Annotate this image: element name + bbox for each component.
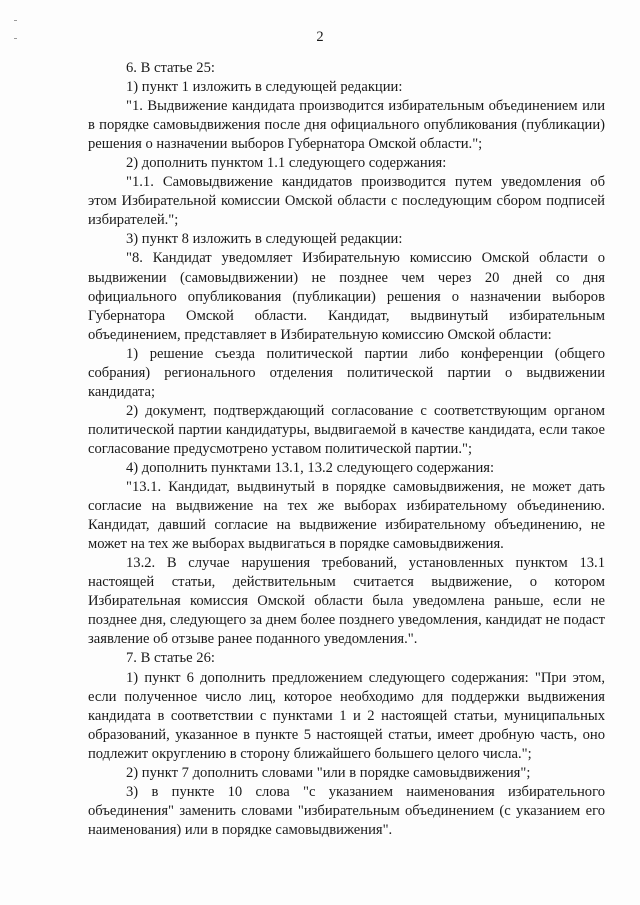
page-number: 2 (316, 29, 324, 45)
paragraph-subitem-1: 1) решение съезда политической партии либо конференции (общего собрания) регионального отделения политической партии о выдвижении кандидата; (88, 345, 605, 400)
paragraph-quote-point-13-1: "13.1. Кандидат, выдвинутый в порядке самовыдвижения, не может дать согласие на выдвижение на тех же выборах избирательному объединению. Кандидат, давший согласие на выдвижение избирательному объединению, не может на тех же выборах выдвигаться в порядке самовыдвижения. (88, 479, 605, 553)
paragraph-article-26-heading: 7. В статье 26: (126, 650, 215, 667)
paragraph-item-2: 2) дополнить пунктом 1.1 следующего содержания: (126, 155, 447, 172)
paragraph-item-4: 4) дополнить пунктами 13.1, 13.2 следующего содержания: (126, 459, 495, 476)
paragraph-item-1: 1) пункт 1 изложить в следующей редакции: (126, 79, 403, 96)
paragraph-subitem-2: 2) документ, подтверждающий согласование с соответствующим органом политической партии кандидатуры, выдвигаемой в качестве кандидата, если такое согласование предусмотрено уставом политической партии."; (88, 402, 605, 457)
paragraph-a26-item-1: 1) пункт 6 дополнить предложением следующего содержания: "При этом, если полученное число лиц, которое необходимо для поддержки выдвижения кандидата в соответствии с пунктами 1 и 2 настоящей статьи, муниципальных образований, указанное в пункте 5 настоящей статьи, имеет дробную часть, оно подлежит округлению в сторону ближайшего большего целого числа."; (88, 669, 605, 762)
paragraph-point-13-2: 13.2. В случае нарушения требований, установленных пунктом 13.1 настоящей статьи, действительным считается выдвижение, о котором Избирательная комиссия Омской области была уведомлена раньше, если не позднее дня, следующего за днем более позднего уведомления, кандидат не подаст заявление об отзыве ранее поданного уведомления.". (88, 555, 605, 648)
scan-margin-mark (14, 20, 17, 21)
paragraph-article-25-heading: 6. В статье 25: (126, 60, 215, 76)
paragraph-quote-point-8: "8. Кандидат уведомляет Избирательную комиссию Омской области о выдвижении (самовыдвижении) не позднее чем через 20 дней со дня официального опубликования (публикации) решения о назначении выборов Губернатора Омской области. Кандидат, выдвинутый избирательным объединением, представляет в Избирательную комиссию Омской области: (88, 250, 605, 343)
paragraph-a26-item-3: 3) в пункте 10 слова "с указанием наименования избирательного объединения" заменить словами "избирательным объединением (с указанием его наименования) или в порядке самовыдвижения". (88, 783, 605, 838)
paragraph-item-3: 3) пункт 8 изложить в следующей редакции: (126, 231, 403, 248)
document-body (88, 59, 605, 840)
paragraph-quote-point-1: "1. Выдвижение кандидата производится избирательным объединением или в порядке самовыдвижения после дня официального опубликования (публикации) решения о назначении выборов Губернатора Омской области."; (88, 98, 605, 153)
paragraph-quote-point-1-1: "1.1. Самовыдвижение кандидатов производится путем уведомления об этом Избирательной комиссии Омской области с последующим сбором подписей избирателей."; (88, 174, 605, 229)
paragraph-a26-item-2: 2) пункт 7 дополнить словами "или в порядке самовыдвижения"; (126, 764, 531, 781)
